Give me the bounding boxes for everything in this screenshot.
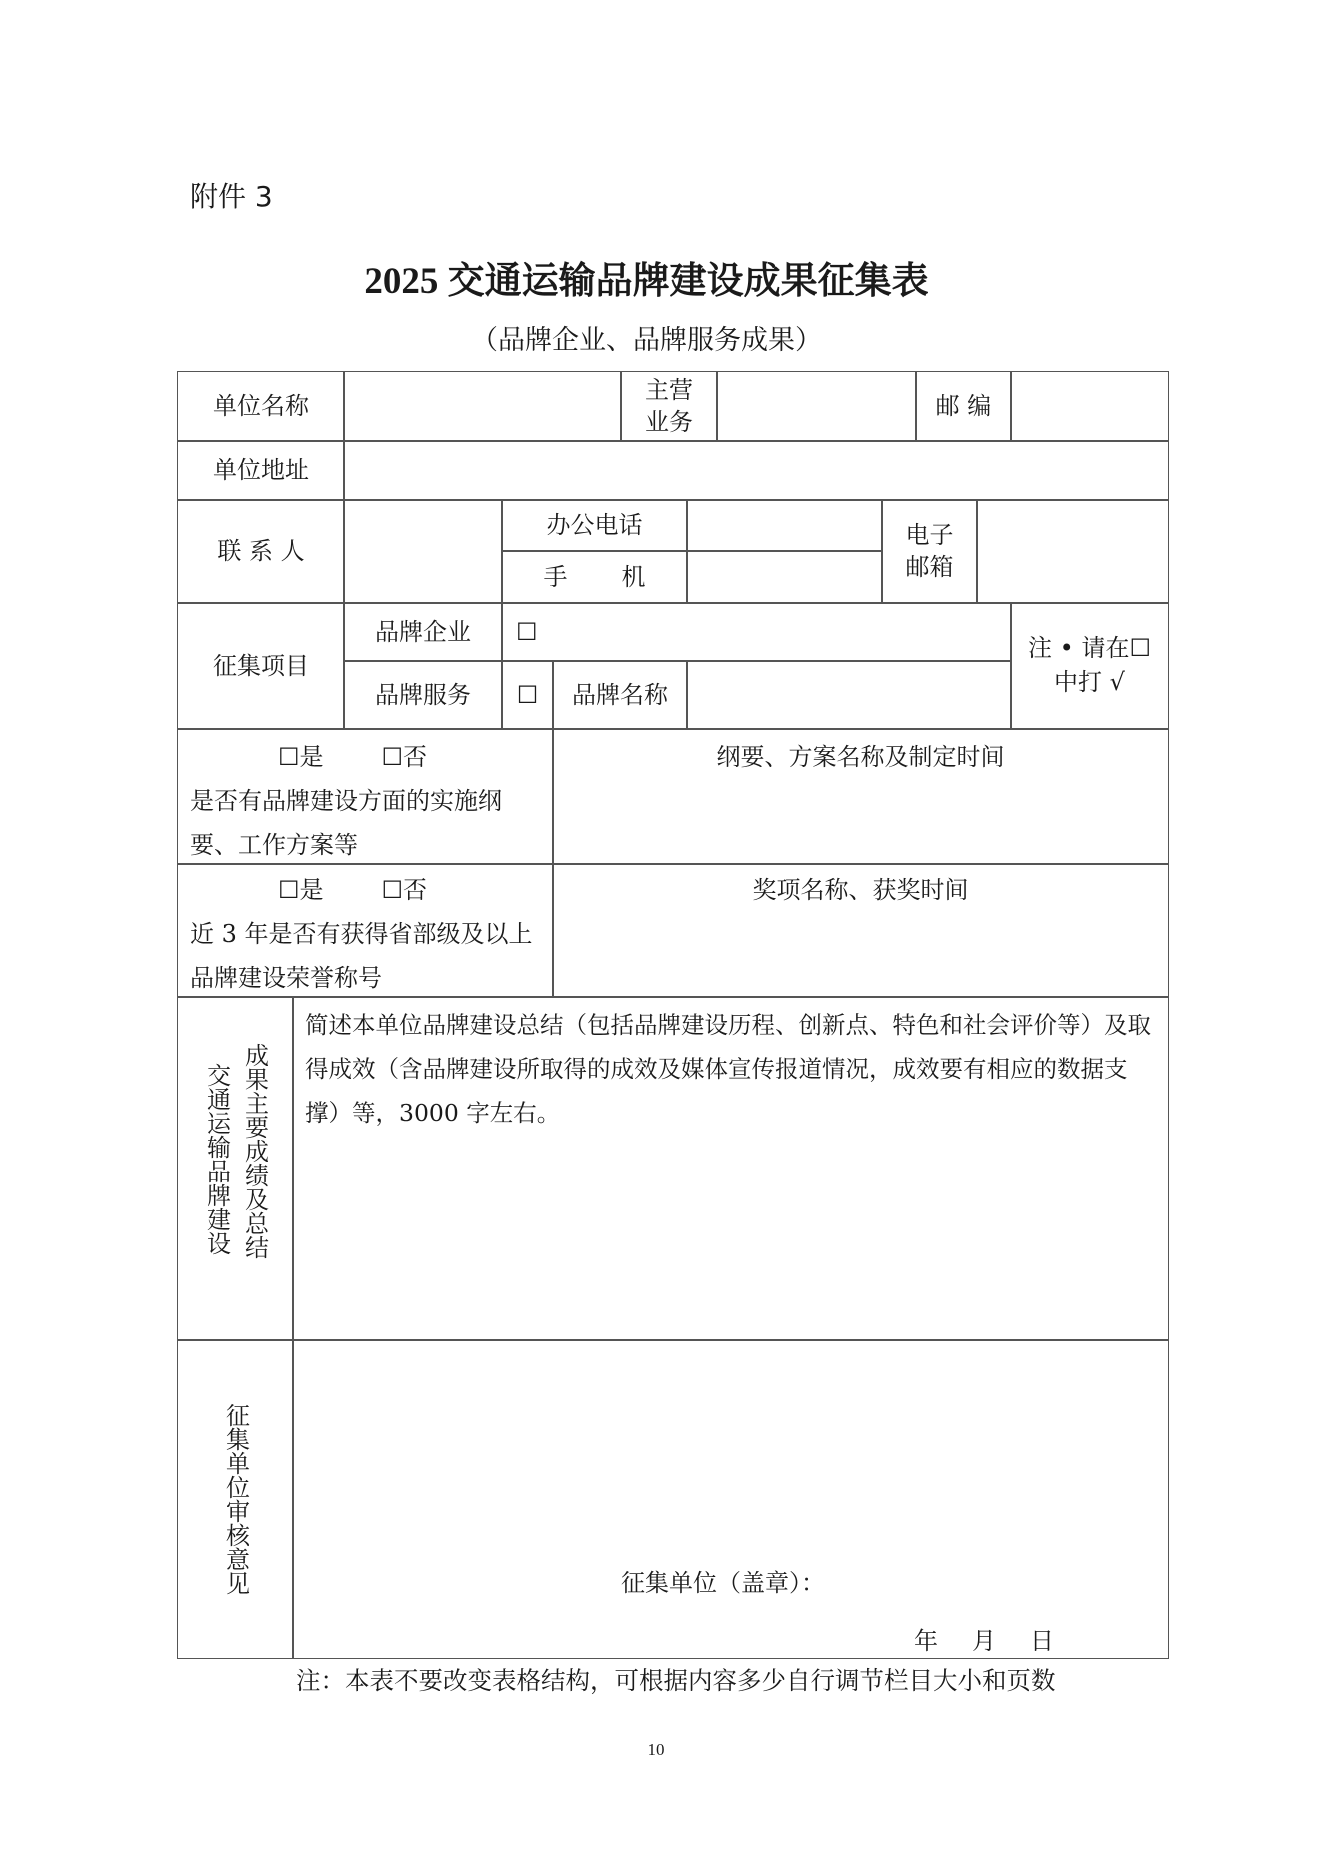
plan-yes-option[interactable]: ☐是 [278, 743, 324, 771]
unit-name-field[interactable] [343, 371, 622, 442]
brand-name-field[interactable] [686, 660, 1012, 730]
brand-service-label: 品牌服务 [375, 680, 471, 709]
unit-address-field[interactable] [343, 440, 1169, 501]
main-business-label-line2: 业务 [645, 407, 693, 436]
main-business-label-cell [620, 371, 718, 442]
review-date [914, 1621, 1054, 1656]
date-day: 日 [1030, 1627, 1054, 1655]
plan-question: 是否有品牌建设方面的实施纲要、工作方案等 [190, 787, 502, 859]
award-question: 近 3 年是否有获得省部级及以上品牌建设荣誉称号 [190, 920, 533, 992]
unit-name-label: 单位名称 [213, 392, 309, 421]
page-title: 2025 交通运输品牌建设成果征集表 [364, 261, 929, 302]
summary-instructions: 简述本单位品牌建设总结（包括品牌建设历程、创新点、特色和社会评价等）及取得成效（含品牌建设所取得的成效及媒体宣传报道情况，成效要有相应的数据支撑）等，3000 字左右。 [305, 1011, 1151, 1127]
category-label-cell [177, 602, 345, 730]
unit-address-label-cell [177, 440, 345, 501]
date-year: 年 [914, 1627, 938, 1655]
office-phone-label: 办公电话 [546, 511, 643, 540]
main-business-field[interactable] [716, 371, 917, 442]
tick-note-line1: 注 • 请在☐ [1028, 634, 1151, 663]
brand-enterprise-label-cell [343, 602, 503, 662]
email-label-line1: 电子 [905, 521, 954, 550]
summary-field[interactable] [292, 996, 1169, 1341]
plan-options [190, 735, 427, 779]
postcode-label-cell [915, 371, 1012, 442]
page-number: 10 [647, 1740, 665, 1759]
review-label-cell [177, 1339, 294, 1659]
footer-note: 注：本表不要改变表格结构，可根据内容多少自行调节栏目大小和页数 [296, 1666, 1056, 1695]
mobile-label-part1: 手 [543, 562, 568, 591]
mobile-label-cell [501, 550, 688, 604]
brand-service-checkbox-cell [501, 660, 554, 730]
summary-label-part-b: 成果主要成绩及总结 [240, 1043, 269, 1259]
brand-enterprise-checkbox[interactable]: ☐ [516, 617, 538, 646]
brand-enterprise-checkbox-cell [501, 602, 1012, 662]
contact-label: 联 系 人 [217, 537, 305, 566]
office-phone-label-cell [501, 499, 688, 552]
category-label: 征集项目 [213, 651, 309, 680]
unit-address-label: 单位地址 [213, 456, 309, 485]
postcode-field[interactable] [1010, 371, 1169, 442]
brand-enterprise-label: 品牌企业 [375, 617, 471, 646]
brand-name-label-cell [552, 660, 688, 730]
office-phone-field[interactable] [686, 499, 883, 552]
email-label-line2: 邮箱 [905, 552, 954, 581]
brand-service-checkbox[interactable]: ☐ [516, 680, 539, 709]
tick-note-line2: 中打 √ [1054, 668, 1125, 696]
mobile-label-part2: 机 [621, 562, 646, 591]
plan-question-cell [177, 728, 554, 865]
tick-note-cell [1010, 602, 1169, 730]
email-label-cell [881, 499, 978, 604]
main-business-label-line1: 主营 [645, 376, 693, 405]
review-label: 征集单位审核意见 [221, 1403, 250, 1595]
plan-details-field[interactable] [552, 728, 1169, 865]
contact-field[interactable] [343, 499, 503, 604]
award-details-header: 奖项名称、获奖时间 [752, 876, 969, 904]
postcode-label: 邮 编 [935, 392, 992, 421]
date-month: 月 [972, 1627, 996, 1655]
award-question-cell [177, 863, 554, 998]
review-opinion-field[interactable] [292, 1339, 1169, 1659]
award-yes-option[interactable]: ☐是 [278, 876, 324, 904]
brand-service-label-cell [343, 660, 503, 730]
plan-no-option[interactable]: ☐否 [381, 743, 428, 771]
award-no-option[interactable]: ☐否 [381, 876, 428, 904]
contact-label-cell [177, 499, 345, 604]
page-subtitle: （品牌企业、品牌服务成果） [471, 325, 822, 356]
attachment-label: 附件 3 [190, 180, 273, 213]
brand-name-label: 品牌名称 [572, 680, 668, 709]
award-details-field[interactable] [552, 863, 1169, 998]
plan-details-header: 纲要、方案名称及制定时间 [716, 743, 1005, 771]
mobile-field[interactable] [686, 550, 883, 604]
summary-label-cell [177, 996, 294, 1341]
stamp-label: 征集单位（盖章）： [621, 1569, 825, 1597]
unit-name-label-cell [177, 371, 345, 442]
email-field[interactable] [976, 499, 1169, 604]
award-options [190, 868, 427, 912]
summary-label-part-a: 交通运输品牌建设 [202, 1063, 231, 1255]
